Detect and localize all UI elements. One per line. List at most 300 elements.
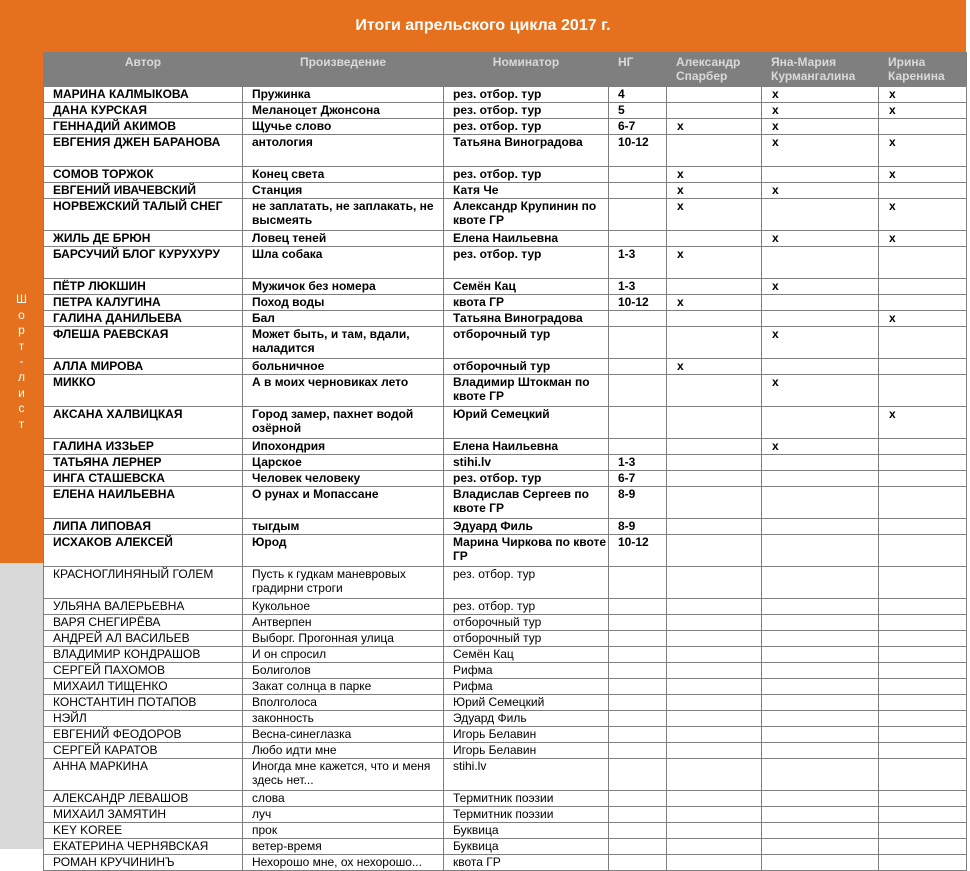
cell-j3 bbox=[879, 679, 967, 695]
cell-j2 bbox=[762, 407, 879, 439]
cell-nominator: Татьяна Виноградова bbox=[444, 311, 609, 327]
cell-nominator: Игорь Белавин bbox=[444, 743, 609, 759]
cell-j1: x bbox=[667, 119, 762, 135]
cell-ng: 6-7 bbox=[609, 471, 667, 487]
cell-ng bbox=[609, 679, 667, 695]
short-list-letter: т bbox=[18, 416, 25, 431]
cell-author: ЕЛЕНА НАИЛЬЕВНА bbox=[44, 487, 243, 519]
cell-ng bbox=[609, 615, 667, 631]
table-row bbox=[44, 519, 967, 535]
long-list-band bbox=[0, 563, 43, 849]
cell-j1 bbox=[667, 311, 762, 327]
cell-author: ВЛАДИМИР КОНДРАШОВ bbox=[44, 647, 243, 663]
table-row bbox=[44, 759, 967, 791]
cell-author: ЖИЛЬ ДЕ БРЮН bbox=[44, 231, 243, 247]
cell-j3 bbox=[879, 695, 967, 711]
col-header-author: Автор bbox=[44, 53, 243, 87]
cell-work: антология bbox=[243, 135, 444, 167]
cell-author: ЕВГЕНИЙ ИВАЧЕВСКИЙ bbox=[44, 183, 243, 199]
short-list-label bbox=[0, 292, 43, 432]
cell-j3 bbox=[879, 295, 967, 311]
cell-j2 bbox=[762, 567, 879, 599]
cell-j2 bbox=[762, 759, 879, 791]
cell-work: Город замер, пахнет водой озёрной bbox=[243, 407, 444, 439]
cell-ng bbox=[609, 695, 667, 711]
cell-j3 bbox=[879, 663, 967, 679]
short-list-letter: р bbox=[18, 323, 25, 338]
table-row bbox=[44, 743, 967, 759]
cell-j2: x bbox=[762, 327, 879, 359]
table-row bbox=[44, 567, 967, 599]
cell-j1 bbox=[667, 439, 762, 455]
cell-work: Пружинка bbox=[243, 87, 444, 103]
cell-author: ЕВГЕНИЙ ФЕОДОРОВ bbox=[44, 727, 243, 743]
cell-j1 bbox=[667, 375, 762, 407]
cell-ng bbox=[609, 327, 667, 359]
cell-work: Нехорошо мне, ох нехорошо... bbox=[243, 855, 444, 871]
cell-work: законность bbox=[243, 711, 444, 727]
cell-author: СЕРГЕЙ КАРАТОВ bbox=[44, 743, 243, 759]
cell-j1 bbox=[667, 679, 762, 695]
cell-nominator: Юрий Семецкий bbox=[444, 407, 609, 439]
cell-j3: x bbox=[879, 311, 967, 327]
cell-nominator: рез. отбор. тур bbox=[444, 119, 609, 135]
cell-author: НОРВЕЖСКИЙ ТАЛЫЙ СНЕГ bbox=[44, 199, 243, 231]
cell-nominator: Владимир Штокман по квоте ГР bbox=[444, 375, 609, 407]
cell-j2 bbox=[762, 599, 879, 615]
table-row bbox=[44, 727, 967, 743]
short-list-letter: и bbox=[18, 385, 25, 400]
cell-work: Пусть к гудкам маневровых градирни строги bbox=[243, 567, 444, 599]
cell-j2 bbox=[762, 791, 879, 807]
cell-author: ФЛЕША РАЕВСКАЯ bbox=[44, 327, 243, 359]
cell-j2 bbox=[762, 663, 879, 679]
cell-work: Человек человеку bbox=[243, 471, 444, 487]
cell-author: МИХАИЛ ТИЩЕНКО bbox=[44, 679, 243, 695]
cell-work: Шла собака bbox=[243, 247, 444, 279]
cell-j3 bbox=[879, 599, 967, 615]
col-header-nominator: Номинатор bbox=[444, 53, 609, 87]
cell-ng bbox=[609, 439, 667, 455]
cell-author: ПЁТР ЛЮКШИН bbox=[44, 279, 243, 295]
table-row bbox=[44, 679, 967, 695]
cell-j2 bbox=[762, 823, 879, 839]
cell-j3 bbox=[879, 183, 967, 199]
cell-nominator: Татьяна Виноградова bbox=[444, 135, 609, 167]
cell-nominator: рез. отбор. тур bbox=[444, 567, 609, 599]
cell-j2 bbox=[762, 167, 879, 183]
cell-j1 bbox=[667, 279, 762, 295]
cell-nominator: Рифма bbox=[444, 679, 609, 695]
cell-j3 bbox=[879, 615, 967, 631]
table-row bbox=[44, 199, 967, 231]
cell-j2: x bbox=[762, 119, 879, 135]
table-row bbox=[44, 855, 967, 871]
cell-j1 bbox=[667, 519, 762, 535]
cell-ng: 6-7 bbox=[609, 119, 667, 135]
cell-j3 bbox=[879, 487, 967, 519]
cell-work: Может быть, и там, вдали, наладится bbox=[243, 327, 444, 359]
cell-ng bbox=[609, 855, 667, 871]
cell-j2 bbox=[762, 487, 879, 519]
table-row bbox=[44, 455, 967, 471]
table-row bbox=[44, 103, 967, 119]
table-row bbox=[44, 279, 967, 295]
cell-author: СОМОВ ТОРЖОК bbox=[44, 167, 243, 183]
cell-j3 bbox=[879, 839, 967, 855]
cell-ng: 8-9 bbox=[609, 519, 667, 535]
table-row bbox=[44, 807, 967, 823]
cell-j3 bbox=[879, 823, 967, 839]
cell-j1 bbox=[667, 615, 762, 631]
cell-j1 bbox=[667, 855, 762, 871]
cell-j1 bbox=[667, 455, 762, 471]
cell-ng bbox=[609, 663, 667, 679]
cell-j3 bbox=[879, 647, 967, 663]
short-list-band bbox=[0, 52, 43, 563]
cell-j2 bbox=[762, 519, 879, 535]
cell-ng bbox=[609, 823, 667, 839]
table-row bbox=[44, 311, 967, 327]
cell-nominator: Юрий Семецкий bbox=[444, 695, 609, 711]
cell-j3 bbox=[879, 631, 967, 647]
results-table bbox=[43, 52, 967, 871]
cell-ng bbox=[609, 631, 667, 647]
cell-j3 bbox=[879, 727, 967, 743]
cell-author: ЕВГЕНИЯ ДЖЕН БАРАНОВА bbox=[44, 135, 243, 167]
cell-ng bbox=[609, 743, 667, 759]
cell-work: не заплатать, не заплакать, не высмеять bbox=[243, 199, 444, 231]
cell-author: ДАНА КУРСКАЯ bbox=[44, 103, 243, 119]
cell-j1 bbox=[667, 87, 762, 103]
cell-author: ТАТЬЯНА ЛЕРНЕР bbox=[44, 455, 243, 471]
col-header-ng: НГ bbox=[609, 53, 667, 87]
cell-ng bbox=[609, 759, 667, 791]
table-row bbox=[44, 599, 967, 615]
cell-author: ПЕТРА КАЛУГИНА bbox=[44, 295, 243, 311]
table-row bbox=[44, 295, 967, 311]
cell-author: МАРИНА КАЛМЫКОВА bbox=[44, 87, 243, 103]
cell-j3: x bbox=[879, 231, 967, 247]
col-header-judge-3: Ирина Каренина bbox=[879, 53, 967, 87]
table-body bbox=[44, 87, 967, 871]
cell-work: Выборг. Прогонная улица bbox=[243, 631, 444, 647]
cell-nominator: Игорь Белавин bbox=[444, 727, 609, 743]
table-row bbox=[44, 327, 967, 359]
cell-j1 bbox=[667, 327, 762, 359]
cell-work: Бал bbox=[243, 311, 444, 327]
cell-author: ИНГА СТАШЕВСКА bbox=[44, 471, 243, 487]
cell-nominator: рез. отбор. тур bbox=[444, 167, 609, 183]
table-row bbox=[44, 359, 967, 375]
table-header-row bbox=[44, 53, 967, 87]
cell-author: ЕКАТЕРИНА ЧЕРНЯВСКАЯ bbox=[44, 839, 243, 855]
cell-ng bbox=[609, 791, 667, 807]
cell-j1 bbox=[667, 727, 762, 743]
cell-j3 bbox=[879, 791, 967, 807]
cell-j3: x bbox=[879, 199, 967, 231]
cell-nominator: Термитник поэзии bbox=[444, 807, 609, 823]
cell-nominator: stihi.lv bbox=[444, 455, 609, 471]
cell-ng bbox=[609, 711, 667, 727]
cell-j3 bbox=[879, 439, 967, 455]
cell-j2 bbox=[762, 295, 879, 311]
cell-author: МИХАИЛ ЗАМЯТИН bbox=[44, 807, 243, 823]
cell-work: тыгдым bbox=[243, 519, 444, 535]
cell-j2: x bbox=[762, 375, 879, 407]
cell-work: О рунах и Мопассане bbox=[243, 487, 444, 519]
table-row bbox=[44, 839, 967, 855]
cell-ng: 10-12 bbox=[609, 535, 667, 567]
cell-j3 bbox=[879, 519, 967, 535]
cell-work: Болиголов bbox=[243, 663, 444, 679]
cell-nominator: квота ГР bbox=[444, 855, 609, 871]
cell-author: ГАЛИНА ИЗЗЬЕР bbox=[44, 439, 243, 455]
table-row bbox=[44, 695, 967, 711]
cell-j1 bbox=[667, 567, 762, 599]
cell-j2 bbox=[762, 615, 879, 631]
page-title: Итоги апрельского цикла 2017 г. bbox=[0, 0, 966, 52]
table-row bbox=[44, 535, 967, 567]
table-row bbox=[44, 791, 967, 807]
cell-author: АНДРЕЙ АЛ ВАСИЛЬЕВ bbox=[44, 631, 243, 647]
cell-ng bbox=[609, 839, 667, 855]
cell-j3 bbox=[879, 471, 967, 487]
cell-ng: 10-12 bbox=[609, 295, 667, 311]
cell-ng bbox=[609, 199, 667, 231]
cell-ng bbox=[609, 407, 667, 439]
cell-author: АЛЕКСАНДР ЛЕВАШОВ bbox=[44, 791, 243, 807]
cell-nominator: Катя Че bbox=[444, 183, 609, 199]
cell-nominator: Александр Крупинин по квоте ГР bbox=[444, 199, 609, 231]
cell-j1 bbox=[667, 599, 762, 615]
cell-nominator: рез. отбор. тур bbox=[444, 599, 609, 615]
cell-nominator: Владислав Сергеев по квоте ГР bbox=[444, 487, 609, 519]
cell-work: Кукольное bbox=[243, 599, 444, 615]
table-row bbox=[44, 711, 967, 727]
cell-j1: x bbox=[667, 183, 762, 199]
cell-j3 bbox=[879, 119, 967, 135]
cell-ng bbox=[609, 727, 667, 743]
cell-j3 bbox=[879, 855, 967, 871]
cell-nominator: отборочный тур bbox=[444, 631, 609, 647]
cell-j1 bbox=[667, 791, 762, 807]
cell-j2 bbox=[762, 471, 879, 487]
table-row bbox=[44, 615, 967, 631]
col-header-judge-2: Яна-Мария Курмангалина bbox=[762, 53, 879, 87]
cell-j1 bbox=[667, 103, 762, 119]
cell-author: МИККО bbox=[44, 375, 243, 407]
cell-j1: x bbox=[667, 167, 762, 183]
cell-j3 bbox=[879, 807, 967, 823]
cell-nominator: Эдуард Филь bbox=[444, 711, 609, 727]
cell-nominator: квота ГР bbox=[444, 295, 609, 311]
cell-work: Вполголоса bbox=[243, 695, 444, 711]
cell-work: Конец света bbox=[243, 167, 444, 183]
cell-work: Царское bbox=[243, 455, 444, 471]
table-row bbox=[44, 471, 967, 487]
table-row bbox=[44, 119, 967, 135]
table-row bbox=[44, 167, 967, 183]
cell-j2 bbox=[762, 743, 879, 759]
cell-work: Любо идти мне bbox=[243, 743, 444, 759]
cell-j3 bbox=[879, 743, 967, 759]
short-list-letter: т bbox=[18, 338, 25, 353]
cell-author: КРАСНОГЛИНЯНЫЙ ГОЛЕМ bbox=[44, 567, 243, 599]
cell-j2: x bbox=[762, 103, 879, 119]
cell-author: ЛИПА ЛИПОВАЯ bbox=[44, 519, 243, 535]
short-list-letter: о bbox=[18, 307, 25, 322]
cell-author: СЕРГЕЙ ПАХОМОВ bbox=[44, 663, 243, 679]
cell-j1 bbox=[667, 647, 762, 663]
cell-j3 bbox=[879, 455, 967, 471]
cell-j2 bbox=[762, 631, 879, 647]
cell-ng bbox=[609, 599, 667, 615]
cell-j2 bbox=[762, 855, 879, 871]
cell-nominator: Рифма bbox=[444, 663, 609, 679]
table-row bbox=[44, 135, 967, 167]
cell-j3: x bbox=[879, 407, 967, 439]
cell-j1: x bbox=[667, 295, 762, 311]
cell-ng bbox=[609, 231, 667, 247]
cell-j3 bbox=[879, 279, 967, 295]
cell-work: Ловец теней bbox=[243, 231, 444, 247]
cell-ng: 8-9 bbox=[609, 487, 667, 519]
cell-j3 bbox=[879, 247, 967, 279]
cell-author: АКСАНА ХАЛВИЦКАЯ bbox=[44, 407, 243, 439]
cell-author: ГЕННАДИЙ АКИМОВ bbox=[44, 119, 243, 135]
table-row bbox=[44, 663, 967, 679]
cell-ng bbox=[609, 567, 667, 599]
cell-nominator: stihi.lv bbox=[444, 759, 609, 791]
cell-nominator: Семён Кац bbox=[444, 279, 609, 295]
cell-nominator: отборочный тур bbox=[444, 359, 609, 375]
cell-j3: x bbox=[879, 135, 967, 167]
cell-j2 bbox=[762, 727, 879, 743]
cell-j2 bbox=[762, 711, 879, 727]
cell-j1 bbox=[667, 231, 762, 247]
cell-j1 bbox=[667, 695, 762, 711]
cell-work: Щучье слово bbox=[243, 119, 444, 135]
cell-nominator: Марина Чиркова по квоте ГР bbox=[444, 535, 609, 567]
cell-j3 bbox=[879, 359, 967, 375]
cell-work: Закат солнца в парке bbox=[243, 679, 444, 695]
table-row bbox=[44, 183, 967, 199]
cell-author: КОНСТАНТИН ПОТАПОВ bbox=[44, 695, 243, 711]
cell-j2 bbox=[762, 839, 879, 855]
cell-author: АННА МАРКИНА bbox=[44, 759, 243, 791]
col-header-work: Произведение bbox=[243, 53, 444, 87]
cell-j1 bbox=[667, 663, 762, 679]
cell-j2 bbox=[762, 647, 879, 663]
cell-ng: 1-3 bbox=[609, 247, 667, 279]
cell-j2: x bbox=[762, 87, 879, 103]
cell-ng bbox=[609, 807, 667, 823]
cell-nominator: рез. отбор. тур bbox=[444, 87, 609, 103]
short-list-letter: Ш bbox=[16, 292, 27, 306]
cell-ng bbox=[609, 647, 667, 663]
cell-j2 bbox=[762, 311, 879, 327]
cell-j2 bbox=[762, 535, 879, 567]
cell-work: слова bbox=[243, 791, 444, 807]
cell-j1 bbox=[667, 711, 762, 727]
cell-j2: x bbox=[762, 183, 879, 199]
cell-j2: x bbox=[762, 279, 879, 295]
cell-j1 bbox=[667, 535, 762, 567]
cell-nominator: отборочный тур bbox=[444, 327, 609, 359]
cell-work: Антверпен bbox=[243, 615, 444, 631]
cell-j2 bbox=[762, 679, 879, 695]
short-list-letter: с bbox=[18, 401, 25, 416]
table-row bbox=[44, 247, 967, 279]
cell-j1 bbox=[667, 807, 762, 823]
cell-nominator: рез. отбор. тур bbox=[444, 103, 609, 119]
cell-ng bbox=[609, 167, 667, 183]
cell-author: РОМАН КРУЧИНИНЪ bbox=[44, 855, 243, 871]
cell-j3 bbox=[879, 759, 967, 791]
cell-work: И он спросил bbox=[243, 647, 444, 663]
table-row bbox=[44, 631, 967, 647]
cell-work: Ипохондрия bbox=[243, 439, 444, 455]
cell-author: АЛЛА МИРОВА bbox=[44, 359, 243, 375]
cell-nominator: Буквица bbox=[444, 839, 609, 855]
cell-work: А в моих черновиках лето bbox=[243, 375, 444, 407]
cell-work: Иногда мне кажется, что и меня здесь нет... bbox=[243, 759, 444, 791]
cell-j2 bbox=[762, 359, 879, 375]
cell-author: KEY KOREE bbox=[44, 823, 243, 839]
cell-nominator: Семён Кац bbox=[444, 647, 609, 663]
cell-nominator: рез. отбор. тур bbox=[444, 471, 609, 487]
cell-j1: x bbox=[667, 199, 762, 231]
cell-j2 bbox=[762, 455, 879, 471]
cell-j3 bbox=[879, 375, 967, 407]
cell-j1 bbox=[667, 823, 762, 839]
cell-nominator: Елена Наильевна bbox=[444, 231, 609, 247]
cell-j1 bbox=[667, 743, 762, 759]
cell-work: Юрод bbox=[243, 535, 444, 567]
cell-work: Весна-синеглазка bbox=[243, 727, 444, 743]
cell-j2 bbox=[762, 199, 879, 231]
cell-author: ВАРЯ СНЕГИРЁВА bbox=[44, 615, 243, 631]
table-row bbox=[44, 87, 967, 103]
cell-ng: 4 bbox=[609, 87, 667, 103]
cell-j3: x bbox=[879, 167, 967, 183]
cell-j1 bbox=[667, 759, 762, 791]
cell-j3 bbox=[879, 327, 967, 359]
cell-ng: 5 bbox=[609, 103, 667, 119]
table-row bbox=[44, 823, 967, 839]
cell-ng bbox=[609, 183, 667, 199]
col-header-judge-1: Александр Спарбер bbox=[667, 53, 762, 87]
cell-nominator: рез. отбор. тур bbox=[444, 247, 609, 279]
cell-nominator: Термитник поэзии bbox=[444, 791, 609, 807]
cell-j1 bbox=[667, 839, 762, 855]
cell-nominator: Буквица bbox=[444, 823, 609, 839]
cell-j3 bbox=[879, 567, 967, 599]
cell-j1 bbox=[667, 487, 762, 519]
cell-j2 bbox=[762, 695, 879, 711]
cell-j3: x bbox=[879, 87, 967, 103]
cell-j1: x bbox=[667, 359, 762, 375]
cell-j2: x bbox=[762, 135, 879, 167]
cell-ng: 10-12 bbox=[609, 135, 667, 167]
cell-j3: x bbox=[879, 103, 967, 119]
cell-ng bbox=[609, 375, 667, 407]
table-row bbox=[44, 439, 967, 455]
cell-ng bbox=[609, 359, 667, 375]
cell-work: Станция bbox=[243, 183, 444, 199]
cell-author: БАРСУЧИЙ БЛОГ КУРУХУРУ bbox=[44, 247, 243, 279]
